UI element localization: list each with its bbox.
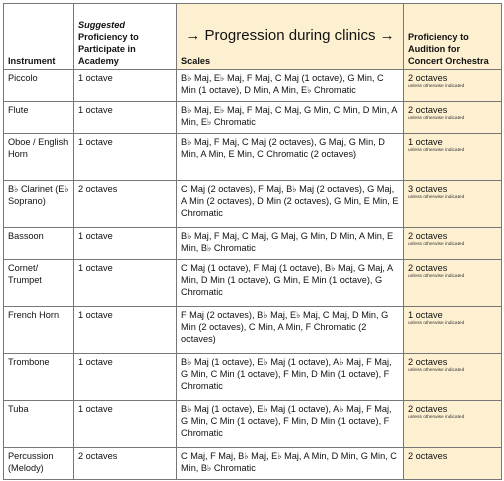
proficiency-cell [404,307,502,354]
scales-cell: B♭ Maj, F Maj, C Maj, G Maj, G Min, D Min, A Min, E Min, B♭ Chromatic [177,228,404,260]
instrument-column-header [4,4,74,70]
scales-cell: B♭ Maj, F Maj, C Maj (2 octaves), G Maj, G Min, D Min, A Min, E Min, C Chromatic (2 octaves) [177,134,404,181]
proficiency-value: 2 octaves [408,105,448,115]
proficiency-value: 1 octave [408,310,443,320]
proficiency-value: 3 octaves [408,184,448,194]
proficiency-note: unless otherwise indicated [408,274,465,279]
scales-cell: B♭ Maj, E♭ Maj, F Maj, C Maj, G Min, C Min, D Min, A Min, E♭ Chromatic [177,102,404,134]
proficiency-cell [404,228,502,260]
proficiency-note: unless otherwise indicated [408,148,465,153]
proficiency-value: 2 octaves [408,263,448,273]
suggested-cell: 1 octave [74,228,177,260]
scales-cell: B♭ Maj (1 octave), E♭ Maj (1 octave), A♭ Maj, F Maj, G Min, C Min (1 octave), F Min, D Min (1 octave), F Chromatic [177,354,404,401]
instrument-cell: Trombone [4,354,74,401]
scales-column-header [177,4,404,70]
suggested-cell: 1 octave [74,70,177,102]
suggested-column-header [74,4,177,70]
suggested-header-emphasis: Suggested [78,20,125,30]
instrument-cell: Percussion (Melody) [4,448,74,480]
table-row [4,228,502,260]
scales-cell: C Maj (2 octaves), F Maj, B♭ Maj (2 octaves), G Maj, A Min (2 octaves), D Min (2 octaves), G Min, E Min, E Chromatic [177,181,404,228]
table-row [4,448,502,480]
proficiency-cell [404,260,502,307]
table-row [4,102,502,134]
scales-cell: C Maj, F Maj, B♭ Maj, E♭ Maj, A Min, D Min, G Min, C Min, B♭ Chromatic [177,448,404,480]
proficiency-note: unless otherwise indicated [408,84,465,89]
suggested-cell: 1 octave [74,260,177,307]
instrument-cell: Flute [4,102,74,134]
proficiency-header-label: Proficiency to Audition for Concert Orchestra [408,32,489,66]
suggested-cell: 1 octave [74,102,177,134]
suggested-header-label: Proficiency to Participate in Academy [78,32,139,66]
table-row [4,70,502,102]
suggested-cell: 2 octaves [74,181,177,228]
proficiency-column-header [404,4,502,70]
scales-cell: F Maj (2 octaves), B♭ Maj, E♭ Maj, C Maj, D Min, G Min (2 octaves), C Min, A Min, F Chromatic (2 octaves) [177,307,404,354]
proficiency-cell [404,448,502,480]
proficiency-note: unless otherwise indicated [408,116,465,121]
progression-title: → Progression during clinics → [185,27,395,44]
table-row [4,134,502,181]
suggested-cell: 1 octave [74,134,177,181]
instrument-cell: Oboe / English Horn [4,134,74,181]
proficiency-cell [404,134,502,181]
instrument-cell: Tuba [4,401,74,448]
proficiency-value: 2 octaves [408,73,448,83]
instrument-cell: Piccolo [4,70,74,102]
table-row [4,354,502,401]
instrument-cell: Cornet/ Trumpet [4,260,74,307]
proficiency-cell [404,401,502,448]
proficiency-cell [404,181,502,228]
table-row [4,181,502,228]
table-row [4,401,502,448]
proficiency-note: unless otherwise indicated [408,242,465,247]
proficiency-value: 2 octaves [408,451,448,461]
proficiency-note: unless otherwise indicated [408,321,465,326]
scale-requirements-table [3,3,502,480]
suggested-cell: 1 octave [74,307,177,354]
scales-cell: B♭ Maj, E♭ Maj, F Maj, C Maj (1 octave), G Min, C Min (1 octave), D Min, A Min, E♭ Chromatic [177,70,404,102]
proficiency-cell [404,102,502,134]
proficiency-value: 2 octaves [408,404,448,414]
suggested-cell: 1 octave [74,354,177,401]
proficiency-note: unless otherwise indicated [408,415,465,420]
scales-cell: B♭ Maj (1 octave), E♭ Maj (1 octave), A♭ Maj, F Maj, G Min, C Min (1 octave), F Min, D Min (1 octave), F Chromatic [177,401,404,448]
suggested-cell: 1 octave [74,401,177,448]
suggested-cell: 2 octaves [74,448,177,480]
proficiency-note: unless otherwise indicated [408,368,465,373]
scales-cell: C Maj (1 octave), F Maj (1 octave), B♭ Maj, G Maj, A Min, D Min (1 octave), G Min, E Min (1 octave), G Chromatic [177,260,404,307]
scales-header-label: Scales [181,56,211,66]
proficiency-note: unless otherwise indicated [408,195,465,200]
instrument-cell: Bassoon [4,228,74,260]
proficiency-value: 1 octave [408,137,443,147]
header-row [4,4,502,70]
proficiency-value: 2 octaves [408,231,448,241]
proficiency-cell [404,70,502,102]
proficiency-value: 2 octaves [408,357,448,367]
table-row [4,260,502,307]
instrument-cell: B♭ Clarinet (E♭ Soprano) [4,181,74,228]
proficiency-cell [404,354,502,401]
instrument-cell: French Horn [4,307,74,354]
instrument-header-label: Instrument [8,56,56,66]
table-row [4,307,502,354]
